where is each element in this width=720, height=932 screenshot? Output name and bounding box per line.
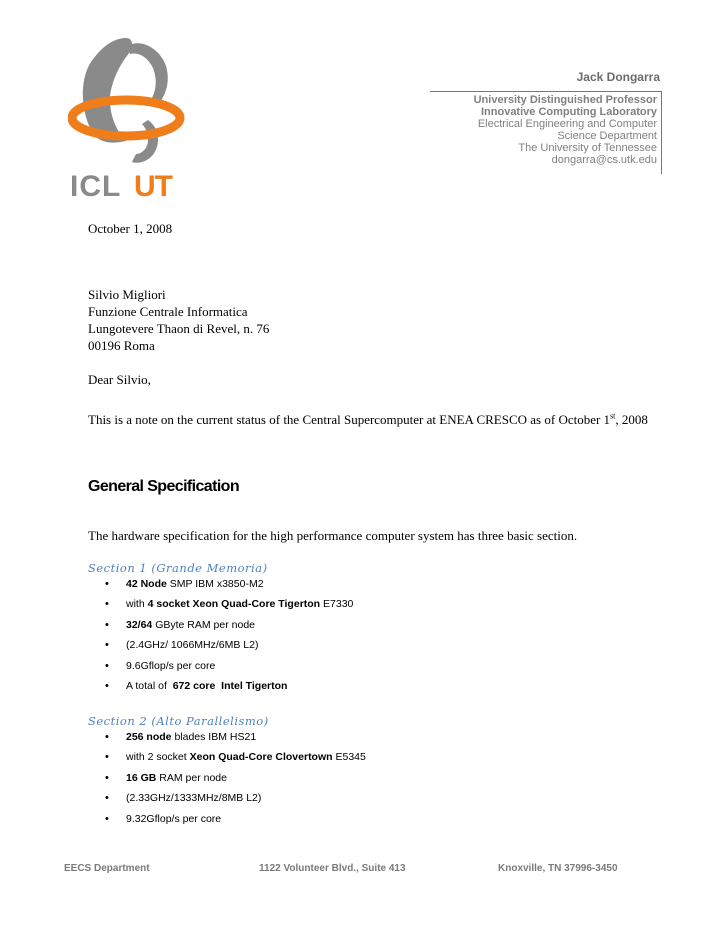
- sender-name: Jack Dongarra: [576, 70, 660, 84]
- item-text: 9.32Gflop/s per core: [126, 812, 222, 825]
- icl-ut-logo: [68, 36, 186, 200]
- item-bold: 32/64: [126, 618, 153, 631]
- item-text: RAM per node: [156, 771, 227, 784]
- logo-gray-arc-icon: [132, 120, 158, 163]
- logo-icl-text: ICL: [70, 170, 122, 200]
- spec-intro: The hardware specification for the high performance computer system has three basic section.: [88, 528, 578, 543]
- salutation: Dear Silvio,: [88, 372, 151, 387]
- section-1-list: [88, 574, 353, 696]
- recipient-org: Funzione Centrale Informatica: [88, 304, 248, 319]
- footer-address: 1122 Volunteer Blvd., Suite 413: [259, 863, 406, 874]
- sender-lab: Innovative Computing Laboratory: [480, 106, 657, 118]
- item-bold: 42 Node: [126, 578, 167, 590]
- item-text: blades IBM HS21: [171, 731, 257, 743]
- item-text: 9.6Gflop/s per core: [126, 659, 216, 672]
- footer-city: Knoxville, TN 37996-3450: [498, 863, 618, 874]
- intro-superscript: st: [610, 411, 616, 421]
- item-pre: with 2 socket: [126, 751, 190, 764]
- item-bold: 16 GB: [126, 771, 157, 784]
- list-item: [88, 747, 366, 767]
- list-item: [88, 656, 353, 676]
- item-text: (2.33GHz/1333MHz/8MB L2): [126, 792, 262, 805]
- letterhead: [430, 70, 662, 174]
- item-bold: Xeon Quad-Core Clovertown: [189, 751, 333, 764]
- section-heading: General Specification: [88, 478, 240, 495]
- logo-ut-text: UT: [134, 170, 172, 200]
- recipient-name: Silvio Migliori: [88, 287, 166, 302]
- sender-email[interactable]: dongarra@cs.utk.edu: [551, 154, 657, 166]
- item-text: (2.4GHz/ 1066MHz/6MB L2): [126, 639, 259, 652]
- letterhead-box: [430, 92, 662, 174]
- item-text: GByte RAM per node: [152, 618, 255, 631]
- list-item: [88, 768, 366, 788]
- recipient-address: [88, 286, 269, 354]
- list-item: [88, 676, 353, 696]
- item-pre: A total of: [126, 680, 173, 693]
- intro-text: This is a note on the current status of the Central Supercomputer at ENEA CRESCO as of October 1: [88, 412, 611, 427]
- footer-dept: EECS Department: [64, 863, 150, 874]
- letter-date: October 1, 2008: [88, 221, 173, 236]
- list-item: [88, 574, 353, 594]
- section-2-title: Section 2 (Alto Parallelismo): [88, 714, 269, 728]
- sender-title: University Distinguished Professor: [473, 94, 657, 106]
- list-item: [88, 809, 366, 829]
- sender-dept-line1: Electrical Engineering and Computer: [477, 118, 657, 130]
- list-item: [88, 727, 366, 747]
- sender-dept-line2: Science Department: [557, 130, 657, 142]
- item-bold: 4 socket Xeon Quad-Core Tigerton: [147, 598, 321, 611]
- item-bold: 672 core Intel Tigerton: [172, 680, 288, 693]
- list-item: [88, 615, 353, 635]
- item-text: E5345: [332, 751, 366, 764]
- list-item: [88, 594, 353, 614]
- item-pre: with: [126, 598, 148, 611]
- sender-university: The University of Tennessee: [518, 142, 657, 154]
- section-2-list: [88, 727, 366, 829]
- list-item: [88, 788, 366, 808]
- item-text: E7330: [320, 598, 354, 611]
- recipient-street: Lungotevere Thaon di Revel, n. 76: [88, 321, 270, 336]
- intro-text-end: , 2008: [615, 412, 648, 427]
- intro-paragraph: [88, 411, 658, 428]
- list-item: [88, 635, 353, 655]
- recipient-city: 00196 Roma: [88, 338, 155, 353]
- item-text: SMP IBM x3850-M2: [166, 578, 264, 590]
- logo-gray-arc-icon: [128, 43, 168, 102]
- item-bold: 256 node: [126, 731, 172, 743]
- section-1-title: Section 1 (Grande Memoria): [88, 561, 268, 575]
